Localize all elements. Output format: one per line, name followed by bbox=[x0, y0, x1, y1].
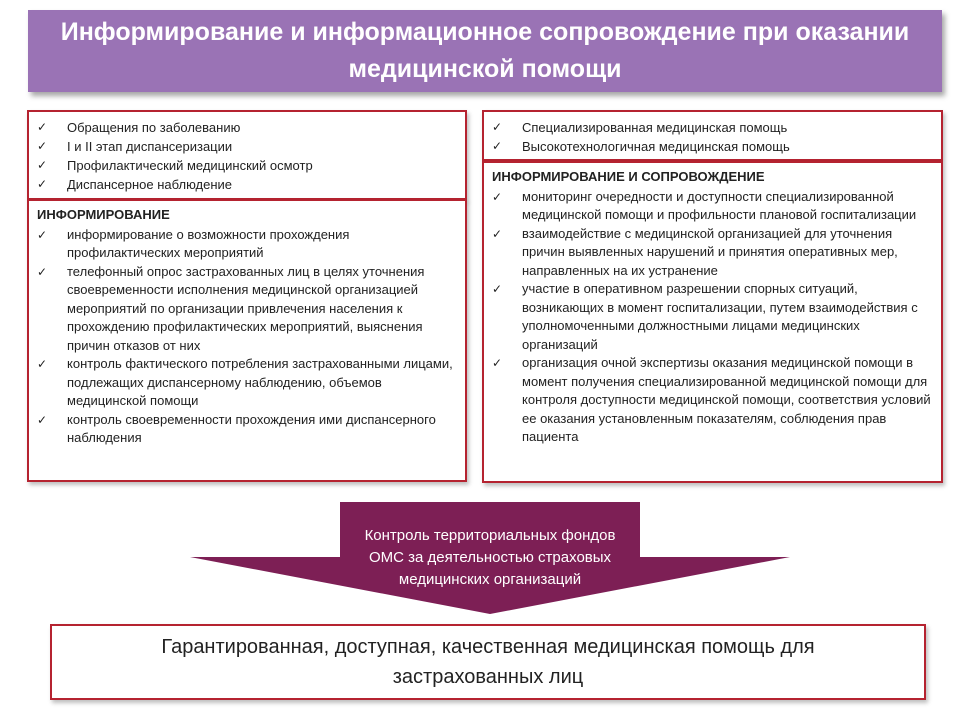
checkmark-icon: ✓ bbox=[37, 357, 48, 371]
list-item: ✓ организация очной экспертизы оказания медицинской помощи в момент получения специализированной медицинской помощи для контроля доступности медицинской помощи, соответствия условий ее оказания установленным показателям, соблюдения прав пациента bbox=[492, 355, 931, 444]
list-item: ✓ Специализированная медицинская помощь bbox=[492, 120, 788, 135]
list-item: ✓ мониторинг очередности и доступности специализированной медицинской помощи и профильности плановой госпитализации bbox=[492, 188, 917, 222]
checkmark-icon: ✓ bbox=[37, 158, 48, 172]
list-item: ✓ контроль своевременности прохождения ими диспансерного наблюдения bbox=[37, 411, 436, 445]
result-text: Гарантированная, доступная, качественная медицинская помощь для застрахованных лиц bbox=[161, 636, 815, 688]
list-item: ✓ I и II этап диспансеризации bbox=[37, 139, 233, 154]
list-item: ✓ Высокотехнологичная медицинская помощь bbox=[492, 139, 790, 154]
checkmark-icon: ✓ bbox=[37, 412, 48, 427]
list-item: ✓ информирование о возможности прохождения профилактических мероприятий bbox=[37, 226, 350, 260]
checkmark-icon: ✓ bbox=[492, 139, 503, 153]
list-item: ✓ Обращения по заболеванию bbox=[37, 120, 241, 135]
checkmark-icon: ✓ bbox=[492, 226, 503, 241]
checkmark-icon: ✓ bbox=[492, 282, 503, 296]
section-heading: ИНФОРМИРОВАНИЕ bbox=[37, 207, 170, 222]
checkmark-icon: ✓ bbox=[492, 356, 503, 370]
page-title: Информирование и информационное сопровождение при оказании медицинской помощи bbox=[60, 18, 910, 83]
section-heading: ИНФОРМИРОВАНИЕ И СОПРОВОЖДЕНИЕ bbox=[492, 169, 765, 184]
checkmark-icon: ✓ bbox=[37, 227, 48, 242]
list-item: ✓ Диспансерное наблюдение bbox=[37, 177, 233, 192]
checkmark-icon: ✓ bbox=[492, 189, 503, 204]
checkmark-icon: ✓ bbox=[37, 120, 48, 134]
result-box bbox=[50, 624, 926, 700]
list-item: ✓ участие в оперативном разрешении спорных ситуаций, возникающих в момент госпитализации, путем взаимодействия с уполномоченными должностными лицами медицинских организаций bbox=[492, 281, 918, 352]
checkmark-icon: ✓ bbox=[37, 139, 48, 153]
list-item: ✓ взаимодействие с медицинской организацией для уточнения причин выявленных нарушений и принятия оперативных мер, направленных на их устранение bbox=[492, 225, 898, 278]
list-item: ✓ контроль фактического потребления застрахованными лицами, подлежащих диспансерному наблюдению, объемов медицинской помощи bbox=[37, 356, 453, 408]
list-item: ✓ Профилактический медицинский осмотр bbox=[37, 158, 313, 173]
checkmark-icon: ✓ bbox=[492, 120, 503, 134]
checkmark-icon: ✓ bbox=[37, 264, 48, 279]
arrow-label: Контроль территориальных фондов ОМС за деятельностью страховых медицинских организаций bbox=[364, 527, 616, 588]
list-item: ✓ телефонный опрос застрахованных лиц в целях уточнения своевременности исполнения медицинской организацией мероприятий по организации привлечения населения к прохождению профилактических мероприятий, выяснения причин отказов от них bbox=[37, 263, 425, 353]
checkmark-icon: ✓ bbox=[37, 177, 48, 191]
